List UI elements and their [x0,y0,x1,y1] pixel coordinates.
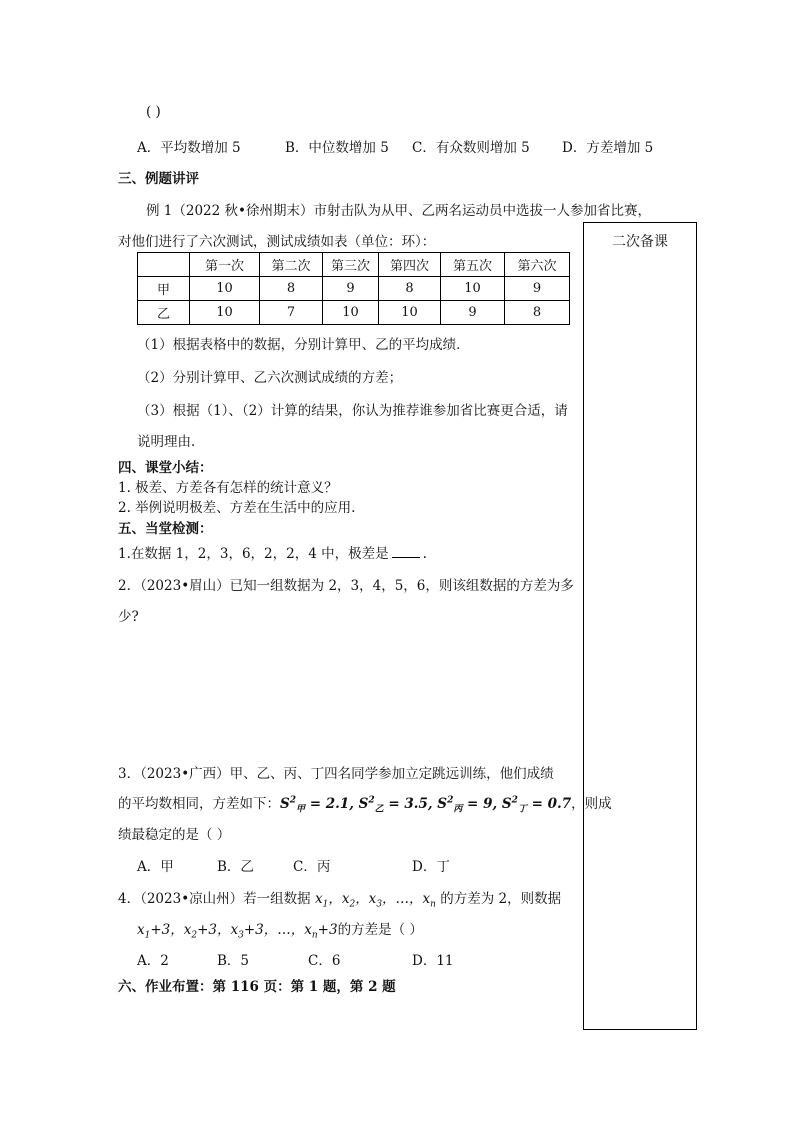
test-problem-1-text: 1.在数据 1，2，3，6，2，2，4 中，极差是 [118,546,389,562]
test-problem-1 [118,542,427,562]
shifted-data-sequence: $x_1+3$，$x_2+3$，$x_3+3$，…，$x_n+3$ [137,922,338,941]
table-cell: 10 [441,277,505,301]
sub-jia: 甲 [296,804,306,815]
table-cell: 8 [379,277,441,301]
table-cell: 8 [260,277,323,301]
section6-title: 六、作业布置：第 116 页：第 1 题，第 2 题 [118,979,396,995]
test-problem-4-text-c: 的方差是（ ） [337,922,423,938]
section5-title: 五、当堂检测： [118,521,213,537]
example-q2: （2）分别计算甲、乙六次测试成绩的方差； [137,370,403,386]
table-row [138,277,570,301]
test-problem-3-line1: 3．（2023•广西）甲、乙、丙、丁四名同学参加立定跳远训练，他们成绩 [118,766,554,782]
sub-ding: 丁 [517,804,527,815]
table-row [138,301,570,325]
table-cell: 10 [190,277,260,301]
test-problem-4-text: 4．（2023•凉山州）若一组数据 [118,891,311,907]
p3-option-d: D．丁 [412,859,450,875]
example-q3-line2: 说明理由． [137,434,205,450]
p4-option-d: D．11 [412,953,454,969]
prev-option-c: C．有众数则增加 5 [412,140,530,156]
p3-option-b: B．乙 [217,859,254,875]
test-problem-2-line1: 2．（2023•眉山）已知一组数据为 2，3，4，5，6，则该组数据的方差为多 [118,578,574,594]
prev-option-a: A．平均数增加 5 [137,140,241,156]
table-header-row [138,253,570,277]
example1-line1: 例 1（2022 秋•徐州期末）市射击队为从甲、乙两名运动员中选拔一人参加省比赛， [146,203,651,219]
example-q3-line1: （3）根据（1）、（2）计算的结果，你认为推荐谁参加省比赛更合适，请 [137,403,568,419]
section4-title: 四、课堂小结： [118,460,213,476]
prev-option-b: B．中位数增加 5 [285,140,389,156]
variance-jia: 2.1 [325,796,350,812]
table-header-cell: 第三次 [323,253,379,277]
table-header-cell: 第六次 [505,253,570,277]
table-cell: 乙 [138,301,190,325]
table-header-cell: 第二次 [260,253,323,277]
answer-blank[interactable] [392,545,420,558]
variance-bing: 9 [483,796,493,812]
table-cell: 9 [323,277,379,301]
test-problem-2-line2: 少? [118,609,139,625]
sub-yi: 乙 [374,804,384,815]
test-problem-4-line2 [137,918,423,941]
summary-item-2: 2. 举例说明极差、方差在生活中的应用. [118,500,356,516]
table-header-cell: 第四次 [379,253,441,277]
table-cell: 7 [260,301,323,325]
side-notes-box [583,222,697,1030]
prev-question-paren: ( ) [146,104,161,120]
test-problem-3-text-end: ，则成 [571,796,612,812]
test-problem-4-line1 [118,887,561,910]
table-cell: 8 [505,301,570,325]
table-header-cell: 第一次 [190,253,260,277]
example1-line2: 对他们进行了六次测试，测试成绩如表（单位：环）： [118,234,436,250]
test-problem-1-end: . [422,546,427,562]
table-header-cell: 第五次 [441,253,505,277]
data-sequence: $x_1$，$x_2$，$x_3$，…，$x_n$ [314,891,436,910]
p3-option-c: C．丙 [293,859,331,875]
table-cell: 10 [323,301,379,325]
table-cell: 10 [190,301,260,325]
test-problem-3-line2 [118,792,612,815]
prev-option-d: D．方差增加 5 [562,140,654,156]
example-q1: （1）根据表格中的数据，分别计算甲、乙的平均成绩． [137,337,470,353]
side-notes-title: 二次备课 [612,234,668,250]
variance-formula: $S^2_甲 = 2.1$, $S^2_乙 = 3.5$, $S^2_丙 = 9$, $S^2_丁 = 0.7$ [280,795,572,815]
p3-option-a: A．甲 [137,859,174,875]
p4-option-a: A．2 [137,953,169,969]
variance-ding: 0.7 [547,796,572,812]
test-problem-3-line3: 绩最稳定的是（ ） [118,827,231,843]
table-header-cell [138,253,190,277]
variance-yi: 3.5 [404,796,428,812]
test-problem-3-text: 的平均数相同，方差如下： [118,796,280,812]
p4-option-b: B．5 [217,953,250,969]
section3-title: 三、例题讲评 [118,171,199,187]
table-cell: 9 [441,301,505,325]
sub-bing: 丙 [453,804,463,815]
summary-item-1: 1. 极差、方差各有怎样的统计意义？ [118,480,338,496]
table-cell: 10 [379,301,441,325]
table-cell: 甲 [138,277,190,301]
table-cell: 9 [505,277,570,301]
p4-option-c: C．6 [308,953,341,969]
test-problem-4-text-b: 的方差为 2，则数据 [440,891,562,907]
score-table [137,252,570,325]
